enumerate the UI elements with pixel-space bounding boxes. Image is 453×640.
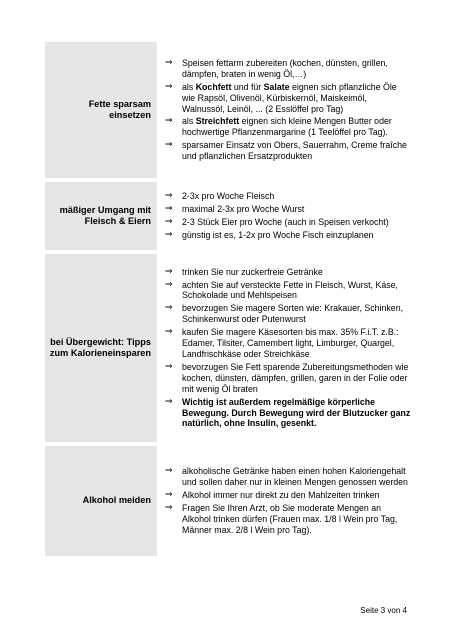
arrow-icon: ⇒ <box>165 191 173 202</box>
list-item: ⇒ Fragen Sie Ihren Arzt, ob Sie moderate Mengen an Alkohol trinken dürfen (Frauen max. 1/8 l Wein pro Tag, Männer max. 2/8 l Wein pro Tag). <box>165 503 398 535</box>
arrow-icon: ⇒ <box>165 396 173 407</box>
section-label: Alkohol meiden <box>45 446 157 556</box>
list-item: ⇒ günstig ist es, 1-2x pro Woche Fisch einzuplanen <box>165 229 374 240</box>
list-item: ⇒ bevorzugen Sie magere Sorten wie: Krakauer, Schinken, Schinkenwurst oder Putenwurst <box>165 303 404 325</box>
arrow-icon: ⇒ <box>165 361 173 372</box>
list-item: ⇒ Speisen fettarm zubereiten (kochen, dünsten, grillen, dämpfen, braten in wenig Öl,…) <box>165 57 388 79</box>
arrow-icon: ⇒ <box>165 266 173 277</box>
list-item: ⇒ 2-3x pro Woche Fleisch <box>165 191 275 202</box>
section-label: mäßiger Umgang mit Fleisch & Eiern <box>45 182 157 250</box>
section-items <box>163 254 411 442</box>
arrow-icon: ⇒ <box>165 279 173 290</box>
list-item: ⇒ achten Sie auf versteckte Fette in Fleisch, Wurst, Käse, Schokolade und Mehlspeisen <box>165 279 398 301</box>
arrow-icon: ⇒ <box>165 327 173 338</box>
page-number: Seite 3 von 4 <box>360 606 407 615</box>
list-item: ⇒ alkoholische Getränke haben einen hohen Kaloriengehalt und sollen daher nur in kleinen Mengen genossen werden <box>165 466 408 488</box>
list-item: ⇒ trinken Sie nur zuckerfreie Getränke <box>165 266 323 277</box>
arrow-icon: ⇒ <box>165 503 173 513</box>
list-item: ⇒ bevorzugen Sie Fett sparende Zubereitungsmethoden wie kochen, dünsten, dämpfen, grillen, garen in der Folie oder mit wenig Öl braten <box>165 361 409 394</box>
list-item: ⇒ Alkohol immer nur direkt zu den Mahlzeiten trinken <box>165 490 380 501</box>
section-label: Fette sparsam einsetzen <box>45 42 157 178</box>
list-item: ⇒ kaufen Sie magere Käsesorten bis max. 35% F.i.T. z.B.: Edamer, Tilsiter, Camembert light, Limburger, Quargel, Landfrischkäse oder Streichkäse <box>165 327 399 359</box>
list-item: ⇒ sparsamer Einsatz von Obers, Sauerrahm, Creme fraîche und pflanzlichen Ersatzprodukten <box>165 140 407 162</box>
arrow-icon: ⇒ <box>165 140 173 151</box>
list-item: ⇒ maximal 2-3x pro Woche Wurst <box>165 204 305 215</box>
list-item: ⇒ als Kochfett und für Salate eignen sich pflanzliche Öle wie Rapsöl, Olivenöl, Kürbiskernöl, Maiskeimöl, Walnussöl, Leinöl, ... (2 Esslöffel pro Tag) <box>165 81 397 114</box>
arrow-icon: ⇒ <box>165 57 173 68</box>
arrow-icon: ⇒ <box>165 81 173 92</box>
arrow-icon: ⇒ <box>165 229 173 240</box>
section-items <box>163 446 411 556</box>
section-alcohol <box>45 446 411 556</box>
list-item: ⇒ Wichtig ist außerdem regelmäßige körperliche Bewegung. Durch Bewegung wird der Blutzucker ganz natürlich, ohne Insulin, gesenkt. <box>165 396 411 429</box>
arrow-icon: ⇒ <box>165 204 173 215</box>
arrow-icon: ⇒ <box>165 217 173 227</box>
section-fats <box>45 42 411 178</box>
list-item: ⇒ 2-3 Stück Eier pro Woche (auch in Speisen verkocht) <box>165 217 389 227</box>
section-label: bei Übergewicht: Tipps zum Kalorieneinsparen <box>45 254 157 442</box>
section-items <box>163 42 411 178</box>
arrow-icon: ⇒ <box>165 490 173 501</box>
arrow-icon: ⇒ <box>165 466 173 477</box>
list-item: ⇒ als Streichfett eignen sich kleine Mengen Butter oder hochwertige Pflanzenmargarine (1 Teelöffel pro Tag). <box>165 116 392 138</box>
arrow-icon: ⇒ <box>165 303 173 314</box>
arrow-icon: ⇒ <box>165 116 173 127</box>
section-items <box>163 182 411 250</box>
section-meat-eggs <box>45 182 411 250</box>
section-overweight <box>45 254 411 442</box>
